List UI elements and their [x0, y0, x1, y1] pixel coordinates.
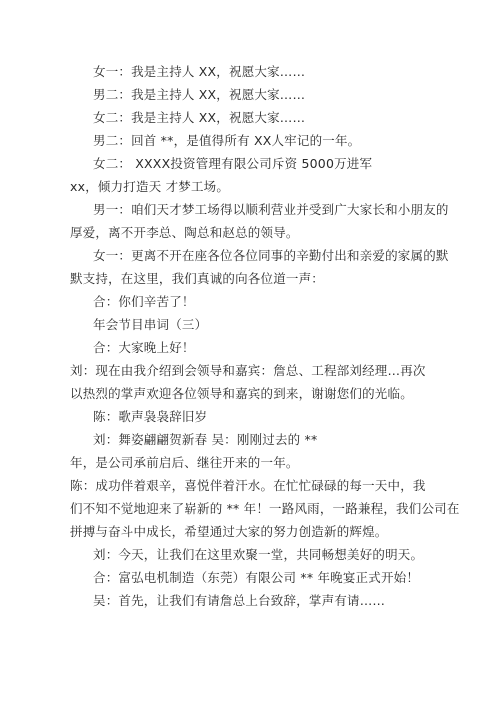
text-line: 合：大家晚上好！ [93, 340, 195, 355]
text-line: 刘：今天，让我们在这里欢聚一堂，共同畅想美好的明天。 [93, 547, 424, 562]
text-line: 吴：首先，让我们有请詹总上台致辞，掌声有请…… [93, 593, 386, 608]
text-line: 男一：咱们天才梦工场得以顺利营业并受到广大家长和小朋友的 [93, 202, 449, 217]
text-line: 男二：我是主持人 XX，祝愿大家…… [93, 87, 306, 102]
text-line: 陈：歌声袅袅辞旧岁 [93, 409, 208, 424]
text-line: 以热烈的掌声欢迎各位领导和嘉宾的到来，谢谢您们的光临。 [70, 386, 413, 401]
text-line: 合：富弘电机制造（东莞）有限公司 ** 年晚宴正式开始！ [93, 570, 420, 585]
text-line: 厚爱，离不开李总、陶总和赵总的领导。 [70, 225, 299, 240]
text-line: xx，倾力打造天 才梦工场。 [70, 179, 230, 194]
text-line: 女一：我是主持人 XX，祝愿大家…… [93, 64, 306, 79]
text-line: 女一：更离不开在座各位各位同事的辛勤付出和亲爱的家属的默 [93, 248, 449, 263]
text-line: 陈：成功伴着艰辛，喜悦伴着汗水。在忙忙碌碌的每一天中，我 [70, 478, 426, 493]
text-line: 刘：现在由我介绍到会领导和嘉宾：詹总、工程部刘经理…再次 [70, 363, 426, 378]
text-line: 女二： XXXX投资管理有限公司斥资 5000万进军 [93, 156, 373, 171]
text-line: 女二：我是主持人 XX，祝愿大家…… [93, 110, 306, 125]
text-line: 合：你们辛苦了！ [93, 294, 195, 309]
text-line: 拼搏与奋斗中成长，希望通过大家的努力创造新的辉煌。 [70, 524, 388, 539]
text-line: 默支持，在这里，我们真诚的向各位道一声： [70, 271, 325, 286]
text-line: 刘：舞姿翩翩贺新春 吴：刚刚过去的 ** [93, 432, 318, 447]
text-line: 们不知不觉地迎来了崭新的 ** 年！一路风雨，一路兼程，我们公司在 [70, 501, 460, 516]
section-heading: 年会节目串词（三） [93, 317, 208, 332]
text-line: 年，是公司承前启后、继往开来的一年。 [70, 455, 299, 470]
text-line: 男二：回首 **，是值得所有 XX人牢记的一年。 [93, 133, 361, 148]
